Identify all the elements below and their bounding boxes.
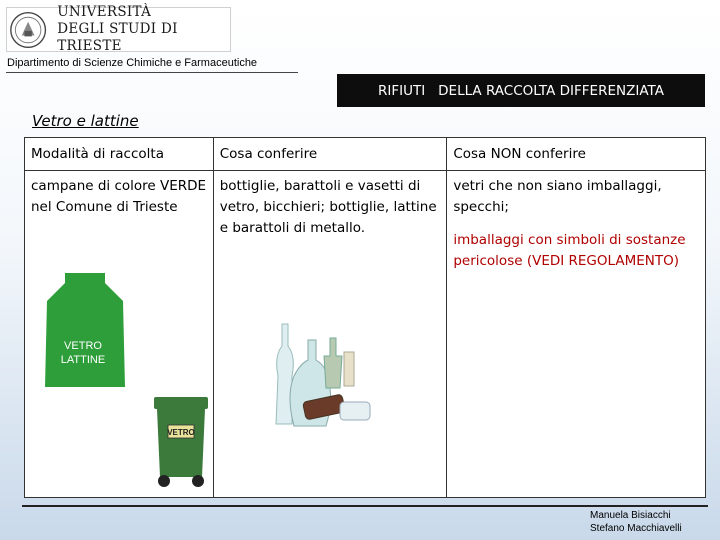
university-logo <box>6 4 231 54</box>
university-name <box>57 4 230 55</box>
footer-divider <box>22 505 708 507</box>
glass-bottles-image <box>268 316 380 434</box>
page-title-banner: RIFIUTI DELLA RACCOLTA DIFFERENZIATA <box>337 74 705 107</box>
header-what-not-to-dispose: Cosa NON conferire <box>447 138 706 171</box>
authors <box>590 509 682 535</box>
table-header-row <box>25 138 706 171</box>
bag-label-line2: LATTINE <box>60 354 106 366</box>
collection-method-cell <box>25 171 214 498</box>
what-not-to-dispose-cell <box>447 171 706 498</box>
recycling-bag-icon <box>43 271 127 389</box>
university-name-line1: UNIVERSITÀ <box>57 4 152 20</box>
bag-body <box>45 273 125 387</box>
what-not-to-dispose-text: vetri che non siano imballaggi, specchi; <box>453 178 662 215</box>
header-divider <box>6 72 298 73</box>
author-name-1: Manuela Bisiacchi <box>590 510 671 521</box>
bin-label: VETRO <box>167 428 195 437</box>
bin-body <box>157 409 205 477</box>
hazard-warning-text: imballaggi con simboli di sostanze pericolose (VEDI REGOLAMENTO) <box>453 232 686 269</box>
university-name-line2: DEGLI STUDI DI TRIESTE <box>57 21 178 54</box>
table-row <box>25 171 706 498</box>
university-seal-icon <box>9 9 47 51</box>
department-name: Dipartimento di Scienze Chimiche e Farmaceutiche <box>7 57 258 69</box>
bin-lid <box>154 397 208 409</box>
what-to-dispose-text: bottiglie, barattoli e vasetti di vetro, bicchieri; bottiglie, lattine e barattoli di metallo. <box>219 178 437 236</box>
header-collection-method: Modalità di raccolta <box>25 138 214 171</box>
author-name-2: Stefano Macchiavelli <box>590 523 682 534</box>
waste-info-table <box>24 137 706 498</box>
what-to-dispose-cell <box>213 171 447 498</box>
header-what-to-dispose: Cosa conferire <box>213 138 447 171</box>
bag-label-line1: VETRO <box>64 340 102 352</box>
recycling-bin-icon <box>152 393 210 489</box>
section-subtitle: Vetro e lattine <box>32 112 139 130</box>
collection-method-text: campane di colore VERDE nel Comune di Trieste <box>31 178 207 215</box>
